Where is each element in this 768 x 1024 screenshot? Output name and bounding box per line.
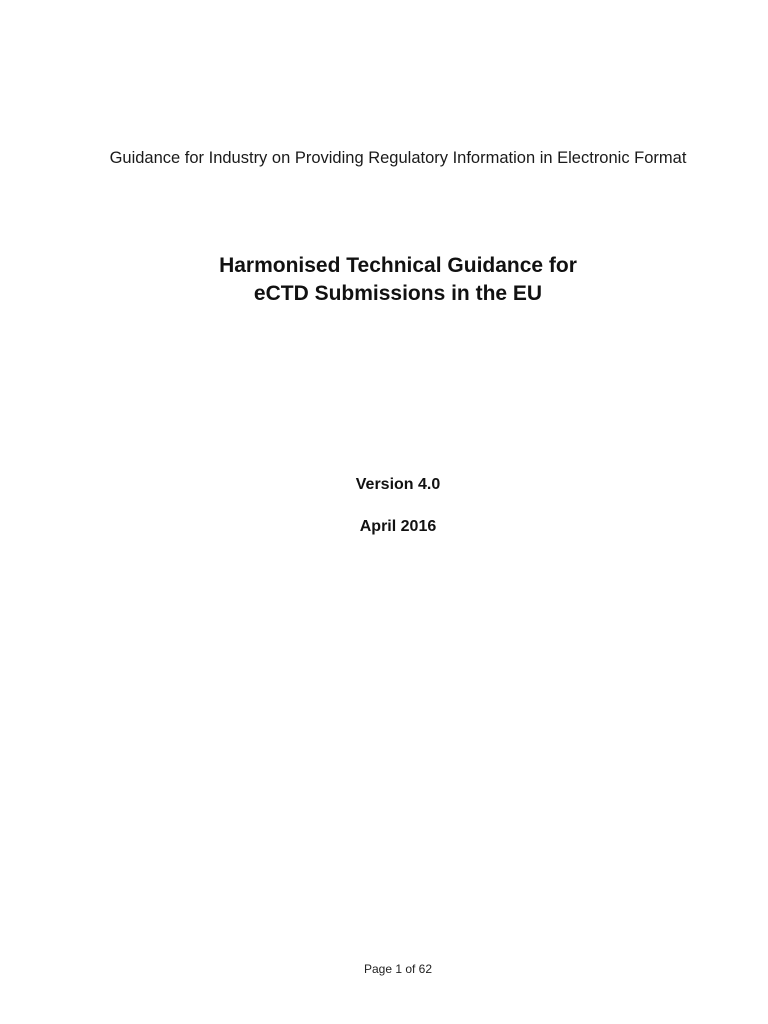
page-indicator: Page 1 of 62	[363, 962, 433, 976]
document-subtitle: Guidance for Industry on Providing Regulatory Information in Electronic Format	[109, 149, 687, 167]
document-title-line-2: eCTD Submissions in the EU	[253, 282, 543, 305]
document-title	[0, 252, 768, 308]
document-title-line-1: Harmonised Technical Guidance for	[219, 254, 577, 277]
document-version: Version 4.0	[355, 476, 441, 493]
document-date: April 2016	[359, 518, 437, 535]
